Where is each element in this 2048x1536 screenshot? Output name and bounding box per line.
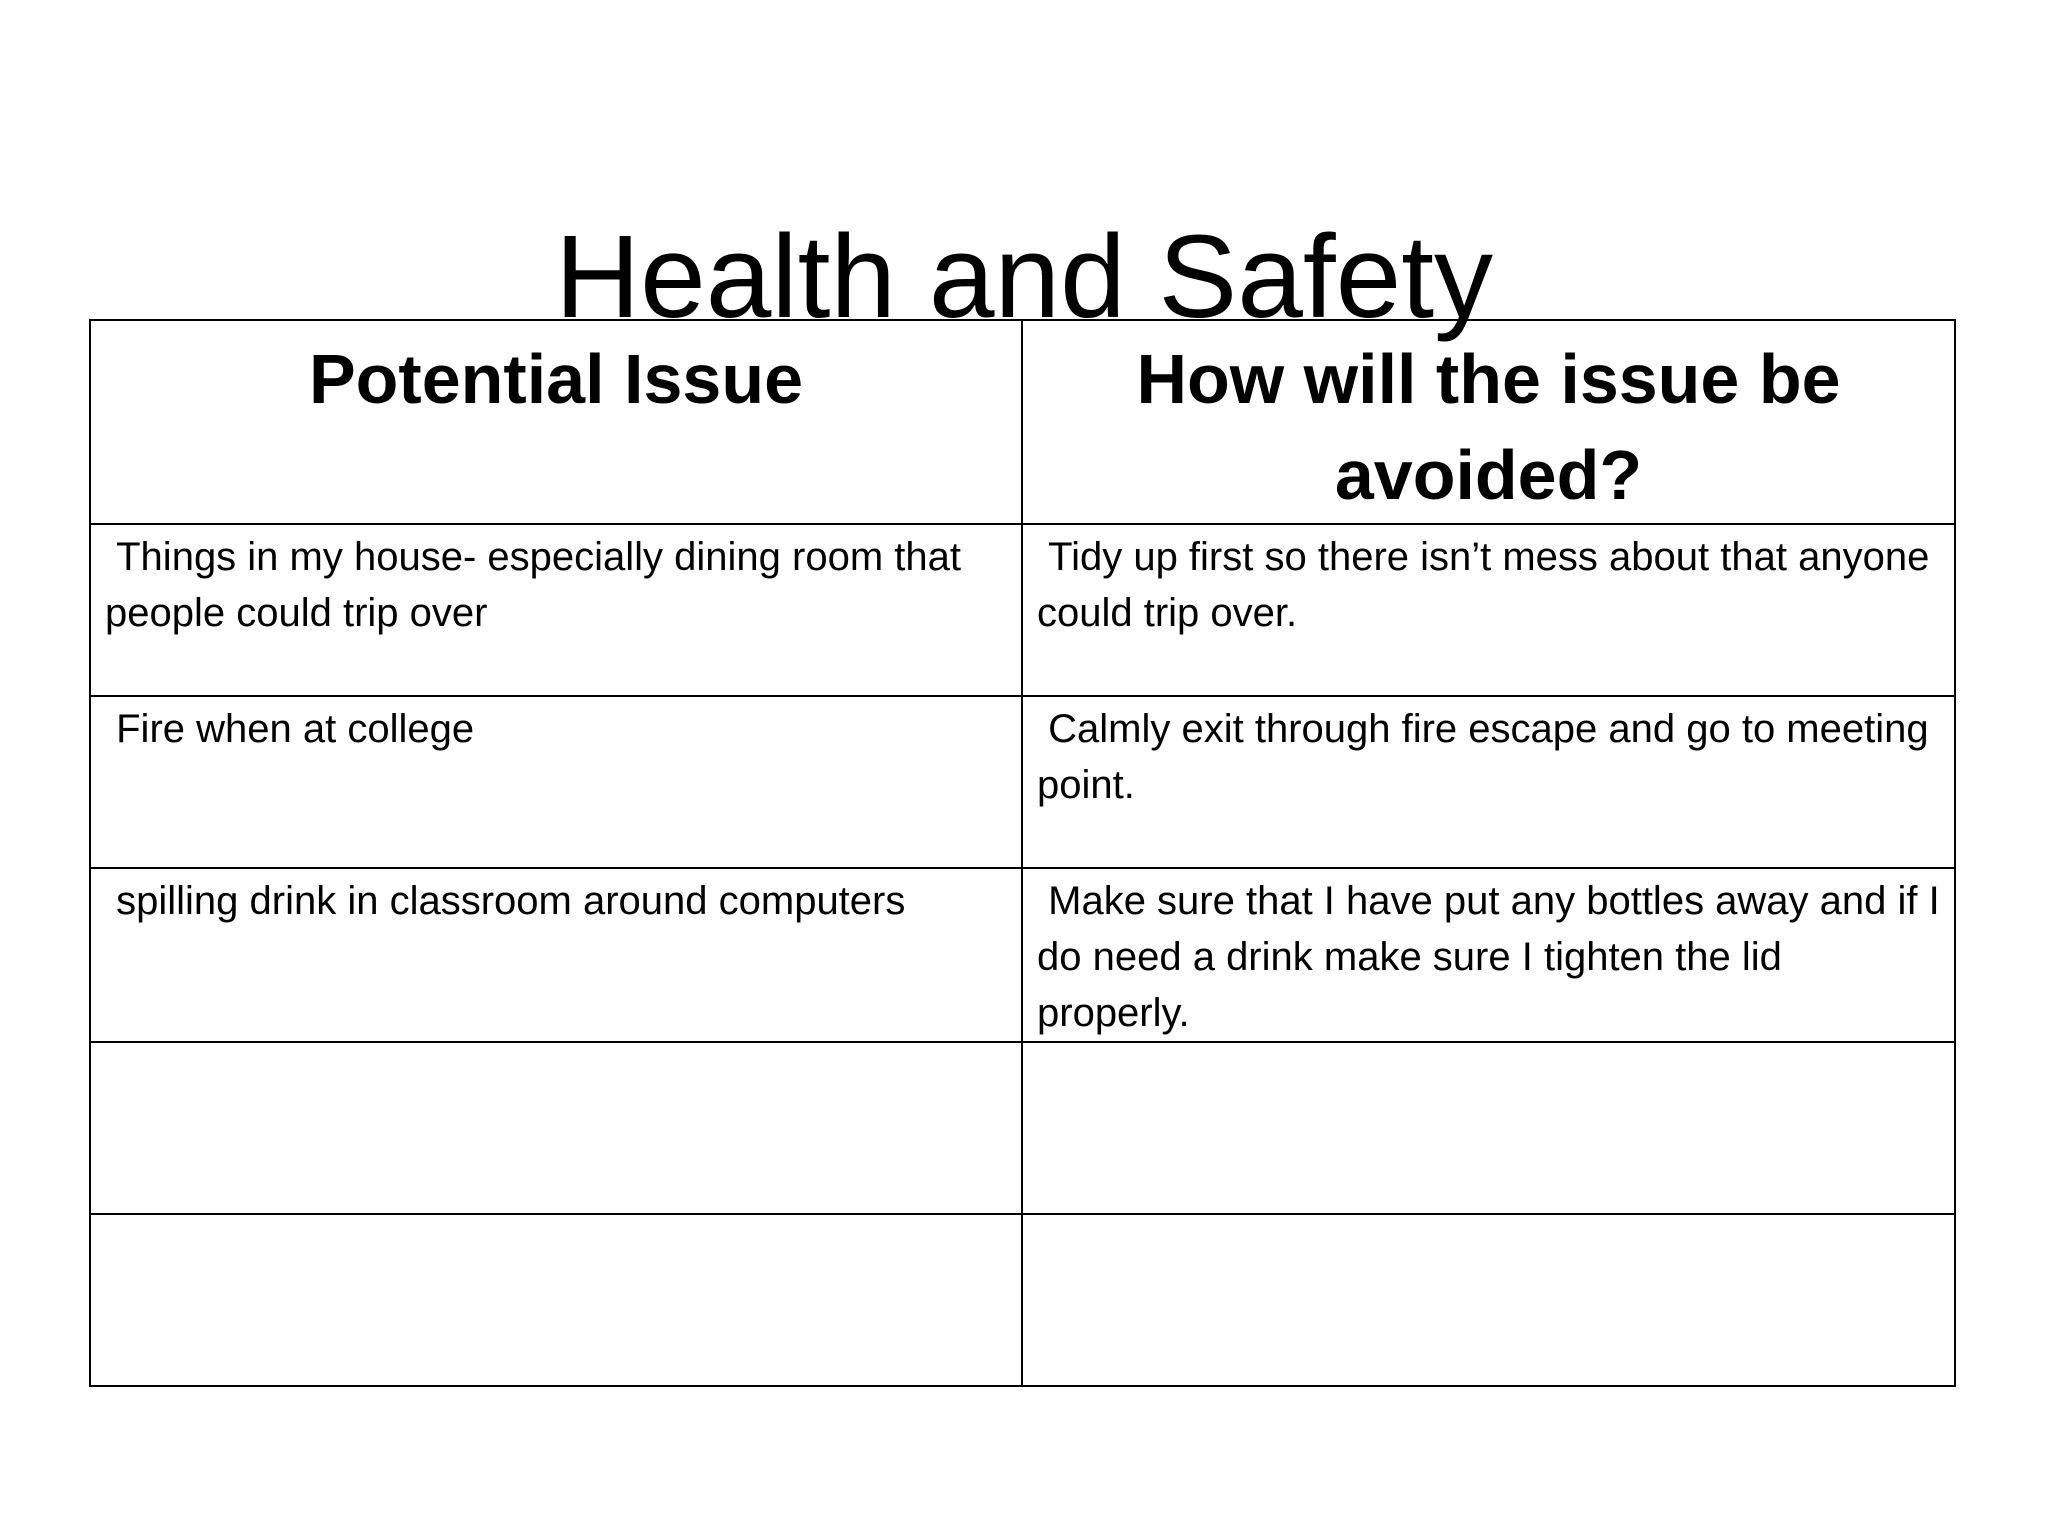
health-safety-table bbox=[89, 319, 1956, 1387]
table-row bbox=[90, 524, 1955, 696]
table-row bbox=[90, 696, 1955, 868]
avoidance-text: Make sure that I have put any bottles away and if I do need a drink make sure I tighten the lid properly. bbox=[1037, 879, 1951, 1035]
issue-cell bbox=[90, 524, 1022, 696]
page-title: Health and Safety bbox=[554, 211, 1494, 344]
issue-cell bbox=[90, 868, 1022, 1042]
issue-text: spilling drink in classroom around computers bbox=[105, 879, 906, 923]
table-row bbox=[90, 1214, 1955, 1386]
avoidance-text: Tidy up first so there isn’t mess about that anyone could trip over. bbox=[1037, 535, 1941, 635]
column-header-potential-issue: Potential Issue bbox=[90, 320, 1022, 524]
avoidance-cell bbox=[1022, 524, 1955, 696]
table-row bbox=[90, 1042, 1955, 1214]
issue-cell bbox=[90, 1042, 1022, 1214]
table-header-row bbox=[90, 320, 1955, 524]
avoidance-cell bbox=[1022, 1214, 1955, 1386]
issue-cell bbox=[90, 1214, 1022, 1386]
avoidance-cell bbox=[1022, 1042, 1955, 1214]
issue-text: Fire when at college bbox=[105, 707, 475, 751]
table-row bbox=[90, 868, 1955, 1042]
avoidance-cell bbox=[1022, 868, 1955, 1042]
column-header-avoidance: How will the issue be avoided? bbox=[1022, 320, 1955, 524]
avoidance-cell bbox=[1022, 696, 1955, 868]
avoidance-text: Calmly exit through fire escape and go to meeting point. bbox=[1037, 707, 1940, 807]
issue-text: Things in my house- especially dining room that people could trip over bbox=[105, 535, 973, 635]
issue-cell bbox=[90, 696, 1022, 868]
